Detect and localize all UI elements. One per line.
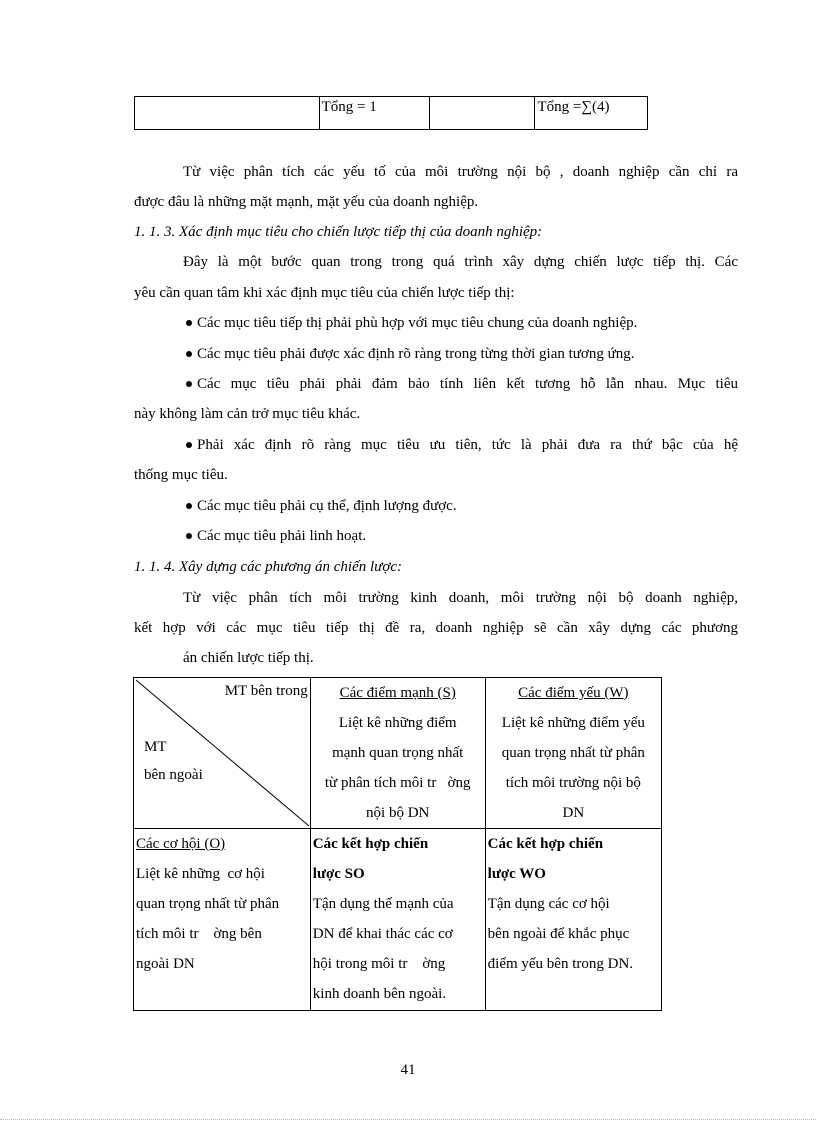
cell-text: Liệt kê những điểm [338, 715, 457, 731]
bullet-item [186, 497, 457, 515]
cell-text: tích môi trường nội bộ [505, 775, 641, 791]
cell-text: quan trọng nhất từ phân [501, 745, 645, 761]
bullet-text: Phải xác định rõ ràng mục tiêu ưu tiên, tức là phải đưa ra thứ bậc của hệ [197, 437, 738, 453]
cell-text: quan trọng nhất từ phân [136, 896, 280, 912]
bullet-item [186, 436, 738, 454]
bullet-text: Các mục tiêu tiếp thị phải phù hợp với mục tiêu chung của doanh nghiệp. [197, 315, 638, 331]
section-heading: 1. 1. 4. Xây dựng các phương án chiến lược: [134, 559, 402, 575]
corner-header-cell [134, 678, 311, 829]
top-summary-table [134, 96, 648, 130]
cell-text: hội trong môi tr ờng [312, 956, 446, 972]
cell-text: bên ngoài để khắc phục [487, 926, 630, 942]
cell-text: DN để khai thác các cơ [312, 926, 453, 942]
cell-text: mạnh quan trọng nhất [332, 745, 464, 761]
so-title: lược SO [312, 866, 365, 882]
cell-text: tích môi tr ờng bên [136, 926, 262, 942]
cell-text: Liệt kê những cơ hội [136, 866, 265, 882]
cell-text: điểm yếu bên trong DN. [487, 956, 634, 972]
table-row [134, 678, 662, 829]
bullet-text: Các mục tiêu phải linh hoạt. [197, 528, 367, 544]
table-cell: Tổng =∑(4) [535, 97, 648, 130]
strengths-title: Các điểm mạnh (S) [339, 685, 456, 701]
bullet-item [186, 345, 634, 363]
opportunities-cell [134, 829, 311, 1011]
wo-title: Các kết hợp chiến [487, 836, 604, 852]
so-title: Các kết hợp chiến [312, 836, 429, 852]
bullet-icon [186, 381, 192, 387]
table-cell [135, 97, 320, 130]
bullet-icon [186, 503, 192, 509]
corner-bottom-label: bên ngoài [144, 767, 203, 783]
corner-top-label: MT bên trong [224, 683, 308, 699]
bullet-text: Các mục tiêu phải phải đảm bảo tính liên kết tương hỗ lẫn nhau. Mục tiêu [197, 376, 738, 392]
weaknesses-cell [485, 678, 661, 829]
cell-text: nội bộ DN [366, 805, 430, 821]
paragraph-line: kết hợp với các mục tiêu tiếp thị đề ra, doanh nghiệp sẽ cần xây dựng các phương [134, 620, 738, 636]
bullet-icon [186, 533, 192, 539]
weaknesses-title: Các điểm yếu (W) [518, 685, 629, 701]
bullet-icon [186, 320, 192, 326]
table-row [134, 829, 662, 1011]
bullet-text: Các mục tiêu phải được xác định rõ ràng trong từng thời gian tương ứng. [197, 346, 635, 362]
page-number: 41 [400, 1062, 416, 1078]
cell-text: ngoài DN [136, 956, 195, 972]
paragraph-line: được đâu là những mặt mạnh, mặt yếu của doanh nghiệp. [134, 194, 479, 210]
paragraph-line: án chiến lược tiếp thị. [183, 650, 314, 666]
cell-text: từ phân tích môi tr ờng [324, 775, 471, 791]
table-cell [430, 97, 535, 130]
page-bottom-divider [0, 1119, 816, 1120]
swot-matrix-table [133, 677, 662, 1011]
bullet-icon [186, 351, 192, 357]
bullet-item [186, 375, 738, 393]
bullet-item [186, 527, 366, 545]
section-heading: 1. 1. 3. Xác định mục tiêu cho chiến lược tiếp thị của doanh nghiệp: [134, 224, 543, 240]
corner-bottom-label: MT [144, 739, 167, 755]
cell-text: kinh doanh bên ngoài. [312, 986, 447, 1002]
paragraph-line: Từ việc phân tích môi trường kinh doanh, môi trường nội bộ doanh nghiệp, [183, 590, 738, 606]
opportunities-title: Các cơ hội (O) [136, 836, 226, 852]
strengths-cell [310, 678, 485, 829]
table-row [135, 97, 648, 130]
cell-text: Tận dụng các cơ hội [487, 896, 610, 912]
cell-text: DN [562, 805, 585, 821]
paragraph-line: yêu cần quan tâm khi xác định mục tiêu của chiến lược tiếp thị: [134, 285, 515, 301]
paragraph-line: Đây là một bước quan trong trong quá trình xây dựng chiến lược tiếp thị. Các [183, 254, 738, 270]
bullet-item [186, 314, 637, 332]
so-strategy-cell [310, 829, 485, 1011]
bullet-text: Các mục tiêu phải cụ thể, định lượng được. [197, 498, 457, 514]
wo-strategy-cell [485, 829, 661, 1011]
bullet-icon [186, 442, 192, 448]
cell-text: Liệt kê những điểm yếu [501, 715, 645, 731]
paragraph-line: Từ việc phân tích các yếu tố của môi trường nội bộ , doanh nghiệp cần chỉ ra [183, 164, 738, 180]
table-cell: Tổng = 1 [319, 97, 429, 130]
bullet-continuation: thống mục tiêu. [134, 467, 228, 483]
wo-title: lược WO [487, 866, 546, 882]
cell-text: Tận dụng thế mạnh của [312, 896, 454, 912]
bullet-continuation: này không làm cản trở mục tiêu khác. [134, 406, 361, 422]
